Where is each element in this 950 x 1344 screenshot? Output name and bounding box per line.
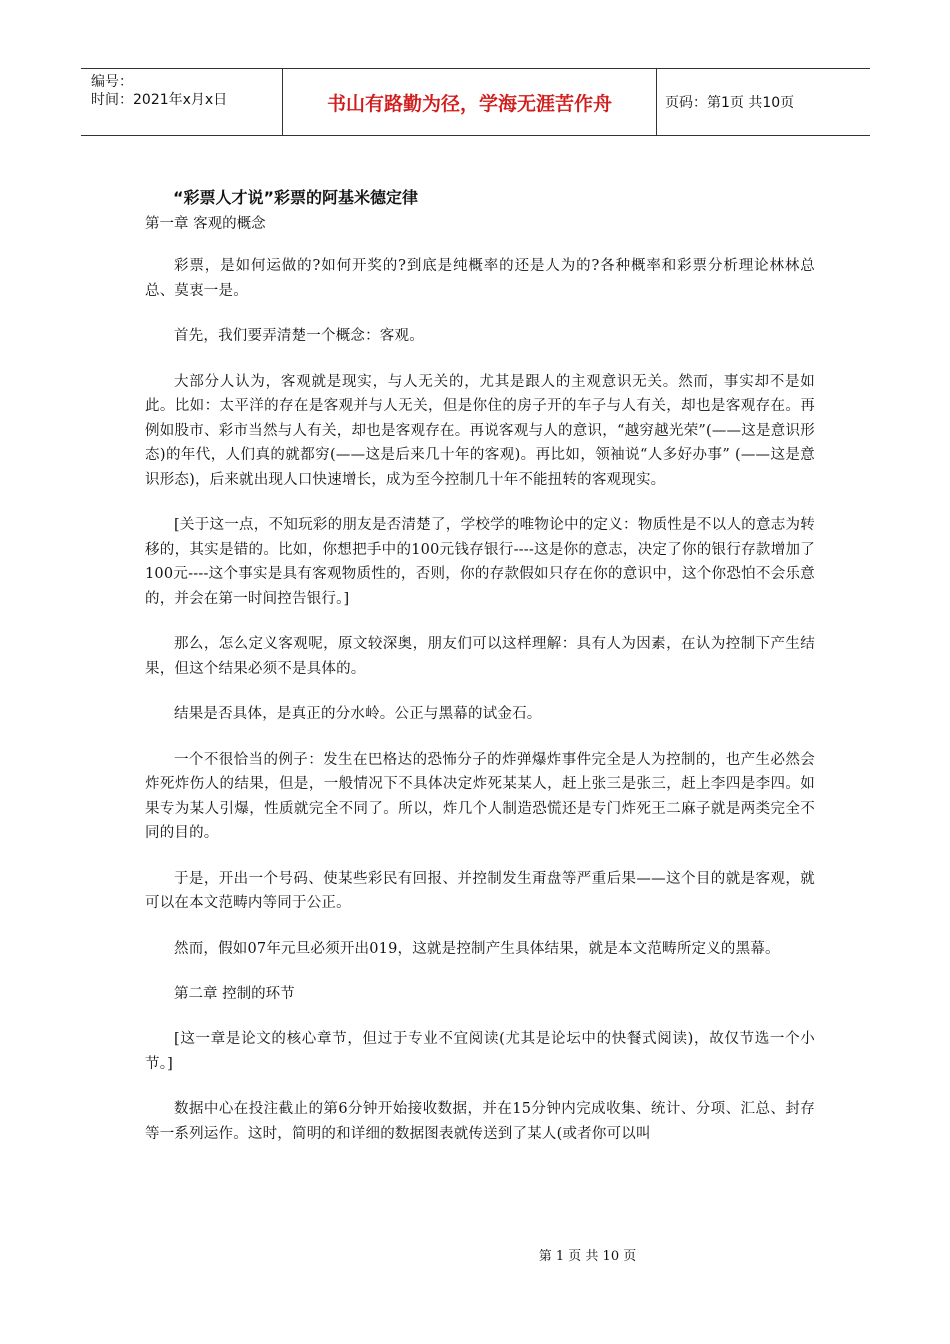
paragraph: [这一章是论文的核心章节，但过于专业不宜阅读(尤其是论坛中的快餐式阅读)，故仅节选一个小节。]	[145, 1031, 815, 1072]
article-title: “彩票人才说”彩票的阿基米德定律	[173, 188, 419, 207]
code-label: 编号：	[91, 74, 133, 90]
header-motto: 书山有路勤为径，学海无涯苦作舟	[283, 69, 657, 135]
header-meta	[81, 69, 283, 135]
chapter-heading-2: 第二章 控制的环节	[174, 986, 295, 1002]
header-table	[81, 68, 870, 136]
article-body	[145, 188, 815, 1146]
page-footer: 第 1 页 共 10 页	[538, 1249, 637, 1264]
chapter-heading-1: 第一章 客观的概念	[145, 216, 266, 232]
time-label: 时间：2021年x月x日	[91, 92, 228, 108]
paragraph: 数据中心在投注截止的第6分钟开始接收数据，并在15分钟内完成收集、统计、分项、汇总、封存等一系列运作。这时，简明的和详细的数据图表就传送到了某人(或者你可以叫	[145, 1101, 815, 1142]
paragraph: 那么，怎么定义客观呢，原文较深奥，朋友们可以这样理解：具有人为因素，在认为控制下产生结果，但这个结果必须不是具体的。	[145, 636, 815, 677]
paragraph: 彩票，是如何运做的?如何开奖的?到底是纯概率的还是人为的?各种概率和彩票分析理论林林总总、莫衷一是。	[145, 258, 815, 299]
paragraph: 结果是否具体，是真正的分水岭。公正与黑幕的试金石。	[174, 706, 542, 722]
paragraph: 然而，假如07年元旦必须开出019，这就是控制产生具体结果，就是本文范畴所定义的黑幕。	[174, 940, 780, 957]
paragraph: 首先，我们要弄清楚一个概念：客观。	[174, 328, 424, 344]
header-page-info: 页码：第1页 共10页	[665, 95, 795, 111]
paragraph: [关于这一点，不知玩彩的朋友是否清楚了，学校学的唯物论中的定义：物质性是不以人的意志为转移的，其实是错的。比如，你想把手中的100元钱存银行----这是你的意志，决定了你的银行存款增加了100元----这个事实是具有客观物质性的，否则，你的存款假如只存在你的意识中，这个你恐怕不会乐意的，并会在第一时间控告银行。]	[145, 517, 815, 607]
paragraph: 大部分人认为，客观就是现实，与人无关的，尤其是跟人的主观意识无关。然而，事实却不是如此。比如：太平洋的存在是客观并与人无关，但是你住的房子开的车子与人有关，却也是客观存在。再例如股市、彩市当然与人有关，却也是客观存在。再说客观与人的意识，“越穷越光荣”(——这是意识形态)的年代，人们真的就都穷(——这是后来几十年的客观)。再比如，领袖说“人多好办事” (——这是意识形态)，后来就出现人口快速增长，成为至今控制几十年不能扭转的客观现实。	[145, 373, 815, 488]
paragraph: 一个不很恰当的例子：发生在巴格达的恐怖分子的炸弹爆炸事件完全是人为控制的，也产生必然会炸死炸伤人的结果，但是，一般情况下不具体决定炸死某某人，赶上张三是张三，赶上李四是李四。如果专为某人引爆，性质就完全不同了。所以，炸几个人制造恐慌还是专门炸死王二麻子就是两类完全不同的目的。	[145, 751, 815, 841]
paragraph: 于是，开出一个号码、使某些彩民有回报、并控制发生甭盘等严重后果——这个目的就是客观，就可以在本文范畴内等同于公正。	[145, 870, 815, 911]
